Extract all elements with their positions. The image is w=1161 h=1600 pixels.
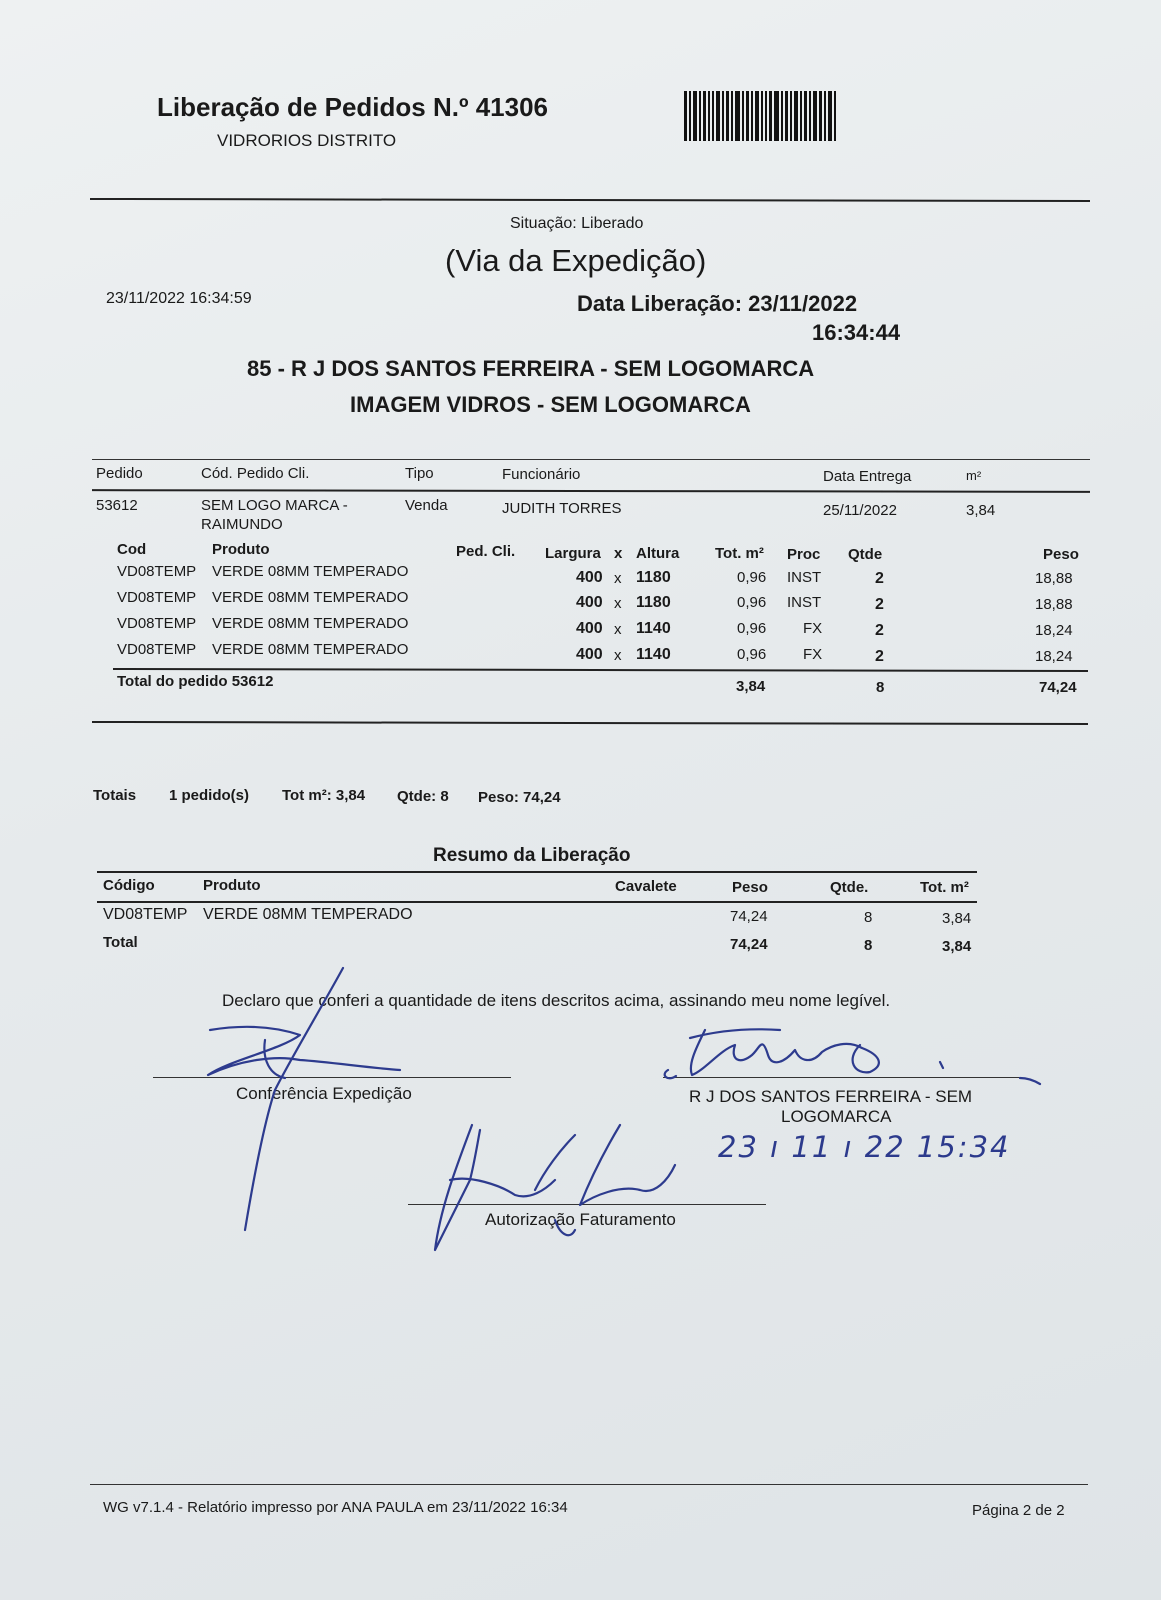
order-type: Venda xyxy=(405,497,448,514)
totals-qtde: Qtde: 8 xyxy=(397,788,449,805)
table-row-largura: 400 xyxy=(576,569,603,586)
table-row-x: x xyxy=(614,595,622,612)
table-row-largura: 400 xyxy=(576,620,603,637)
table-row-cod: VD08TEMP xyxy=(117,641,197,658)
signature-conferencia xyxy=(208,968,400,1230)
items-col-cod: Cod xyxy=(117,541,147,558)
table-row-cod: VD08TEMP xyxy=(117,615,197,632)
items-col-tot-m2: Tot. m² xyxy=(715,545,764,562)
totals-pedidos: 1 pedido(s) xyxy=(169,787,250,804)
items-col-altura: Altura xyxy=(636,545,680,562)
table-row-altura: 1180 xyxy=(636,569,671,586)
totals-peso: Peso: 74,24 xyxy=(478,789,561,806)
table-row-produto: VERDE 08MM TEMPERADO xyxy=(212,589,409,606)
order-total-peso: 74,24 xyxy=(1039,679,1077,696)
order-client-code: SEM LOGO MARCA - xyxy=(201,497,348,514)
order-client-code-2: RAIMUNDO xyxy=(201,516,283,533)
col-data-entrega: Data Entrega xyxy=(823,468,912,485)
handwritten-date: 23 ı 11 ı 22 15:34 xyxy=(718,1130,1011,1164)
signature-label-client: R J DOS SANTOS FERREIRA - SEM xyxy=(689,1087,973,1106)
footer-page-number: Página 2 de 2 xyxy=(972,1502,1065,1519)
footer-rule xyxy=(90,1484,1088,1485)
order-total-qtde: 8 xyxy=(876,679,885,696)
summary-col-produto: Produto xyxy=(203,877,261,894)
summary-col-cavalete: Cavalete xyxy=(615,878,677,895)
order-delivery-date: 25/11/2022 xyxy=(823,502,897,519)
footer-printed-by: WG v7.1.4 - Relatório impresso por ANA PAULA em 23/11/2022 16:34 xyxy=(103,1499,568,1516)
summary-col-codigo: Código xyxy=(103,877,155,894)
table-row-tot-m2: 0,96 xyxy=(737,646,767,663)
summary-total-tot-m2: 3,84 xyxy=(942,938,972,955)
table-row-tot-m2: 0,96 xyxy=(737,620,767,637)
summary-row-codigo: VD08TEMP xyxy=(103,906,188,923)
signature-label-conferencia: Conferência Expedição xyxy=(236,1084,412,1103)
table-row-produto: VERDE 08MM TEMPERADO xyxy=(212,641,409,658)
declaration-text: Declaro que conferi a quantidade de itens descritos acima, assinando meu nome legível. xyxy=(222,991,891,1010)
summary-col-peso: Peso xyxy=(732,879,768,896)
summary-row-produto: VERDE 08MM TEMPERADO xyxy=(203,906,413,923)
table-row-x: x xyxy=(614,570,622,587)
table-row-qtde: 2 xyxy=(875,596,884,613)
summary-row-qtde: 8 xyxy=(864,909,873,926)
table-row-cod: VD08TEMP xyxy=(117,563,197,580)
col-funcionario: Funcionário xyxy=(502,466,581,483)
table-row-altura: 1140 xyxy=(636,646,671,663)
table-row-x: x xyxy=(614,647,622,664)
order-total-label: Total do pedido 53612 xyxy=(117,673,274,690)
table-row-peso: 18,88 xyxy=(1035,596,1073,613)
table-row-proc: FX xyxy=(803,620,823,637)
table-row-peso: 18,88 xyxy=(1035,570,1073,587)
table-row-qtde: 2 xyxy=(875,570,884,587)
table-row-produto: VERDE 08MM TEMPERADO xyxy=(212,615,409,632)
table-row-largura: 400 xyxy=(576,594,603,611)
summary-total-label: Total xyxy=(103,934,138,951)
items-col-peso: Peso xyxy=(1043,546,1079,563)
col-tipo: Tipo xyxy=(405,465,434,482)
release-time: 16:34:44 xyxy=(812,320,901,345)
document-title: Liberação de Pedidos N.º 41306 xyxy=(157,92,548,122)
items-col-qtde: Qtde xyxy=(848,546,883,563)
signature-autorizacao xyxy=(435,1125,675,1250)
summary-row-tot-m2: 3,84 xyxy=(942,910,972,927)
items-col-largura: Largura xyxy=(545,545,601,562)
table-row-qtde: 2 xyxy=(875,648,884,665)
table-row-peso: 18,24 xyxy=(1035,648,1073,665)
order-m2: 3,84 xyxy=(966,502,996,519)
table-row-qtde: 2 xyxy=(875,622,884,639)
table-row-peso: 18,24 xyxy=(1035,622,1073,639)
totals-m2: Tot m²: 3,84 xyxy=(282,787,366,804)
col-m2: m² xyxy=(966,468,982,483)
table-row-proc: INST xyxy=(787,594,822,611)
table-row-tot-m2: 0,96 xyxy=(737,569,767,586)
client-name: 85 - R J DOS SANTOS FERREIRA - SEM LOGOMARCA xyxy=(247,356,815,381)
table-row-cod: VD08TEMP xyxy=(117,589,197,606)
items-col-ped-cli: Ped. Cli. xyxy=(456,543,516,560)
summary-title: Resumo da Liberação xyxy=(433,845,631,866)
print-timestamp: 23/11/2022 16:34:59 xyxy=(106,290,252,307)
table-row-x: x xyxy=(614,621,622,638)
totals-label: Totais xyxy=(93,787,137,804)
situation-label: Situação: Liberado xyxy=(510,215,644,232)
items-col-x: x xyxy=(614,545,623,562)
table-row-altura: 1140 xyxy=(636,620,671,637)
table-row-proc: FX xyxy=(803,646,823,663)
summary-col-qtde: Qtde. xyxy=(830,879,869,896)
summary-total-qtde: 8 xyxy=(864,937,873,954)
summary-total-peso: 74,24 xyxy=(730,936,768,953)
order-employee: JUDITH TORRES xyxy=(502,500,622,517)
company-name: VIDRORIOS DISTRITO xyxy=(217,131,397,150)
summary-row-peso: 74,24 xyxy=(730,908,768,925)
table-row-largura: 400 xyxy=(576,646,603,663)
table-row-proc: INST xyxy=(787,569,822,586)
table-row-tot-m2: 0,96 xyxy=(737,594,767,611)
signature-client xyxy=(665,1029,1040,1084)
signature-label-client-2: LOGOMARCA xyxy=(781,1107,892,1126)
table-row-produto: VERDE 08MM TEMPERADO xyxy=(212,563,409,580)
items-col-produto: Produto xyxy=(212,541,270,558)
order-total-m2: 3,84 xyxy=(736,678,766,695)
table-row-altura: 1180 xyxy=(636,594,671,611)
summary-col-tot-m2: Tot. m² xyxy=(920,879,969,896)
client-subname: IMAGEM VIDROS - SEM LOGOMARCA xyxy=(350,392,751,417)
signature-label-autorizacao: Autorização Faturamento xyxy=(485,1210,676,1229)
col-pedido: Pedido xyxy=(96,465,143,482)
via-label: (Via da Expedição) xyxy=(445,243,707,278)
order-number: 53612 xyxy=(96,497,138,514)
items-col-proc: Proc xyxy=(787,546,821,563)
release-date: Data Liberação: 23/11/2022 xyxy=(577,291,858,316)
col-cod-pedido-cli: Cód. Pedido Cli. xyxy=(201,465,310,482)
